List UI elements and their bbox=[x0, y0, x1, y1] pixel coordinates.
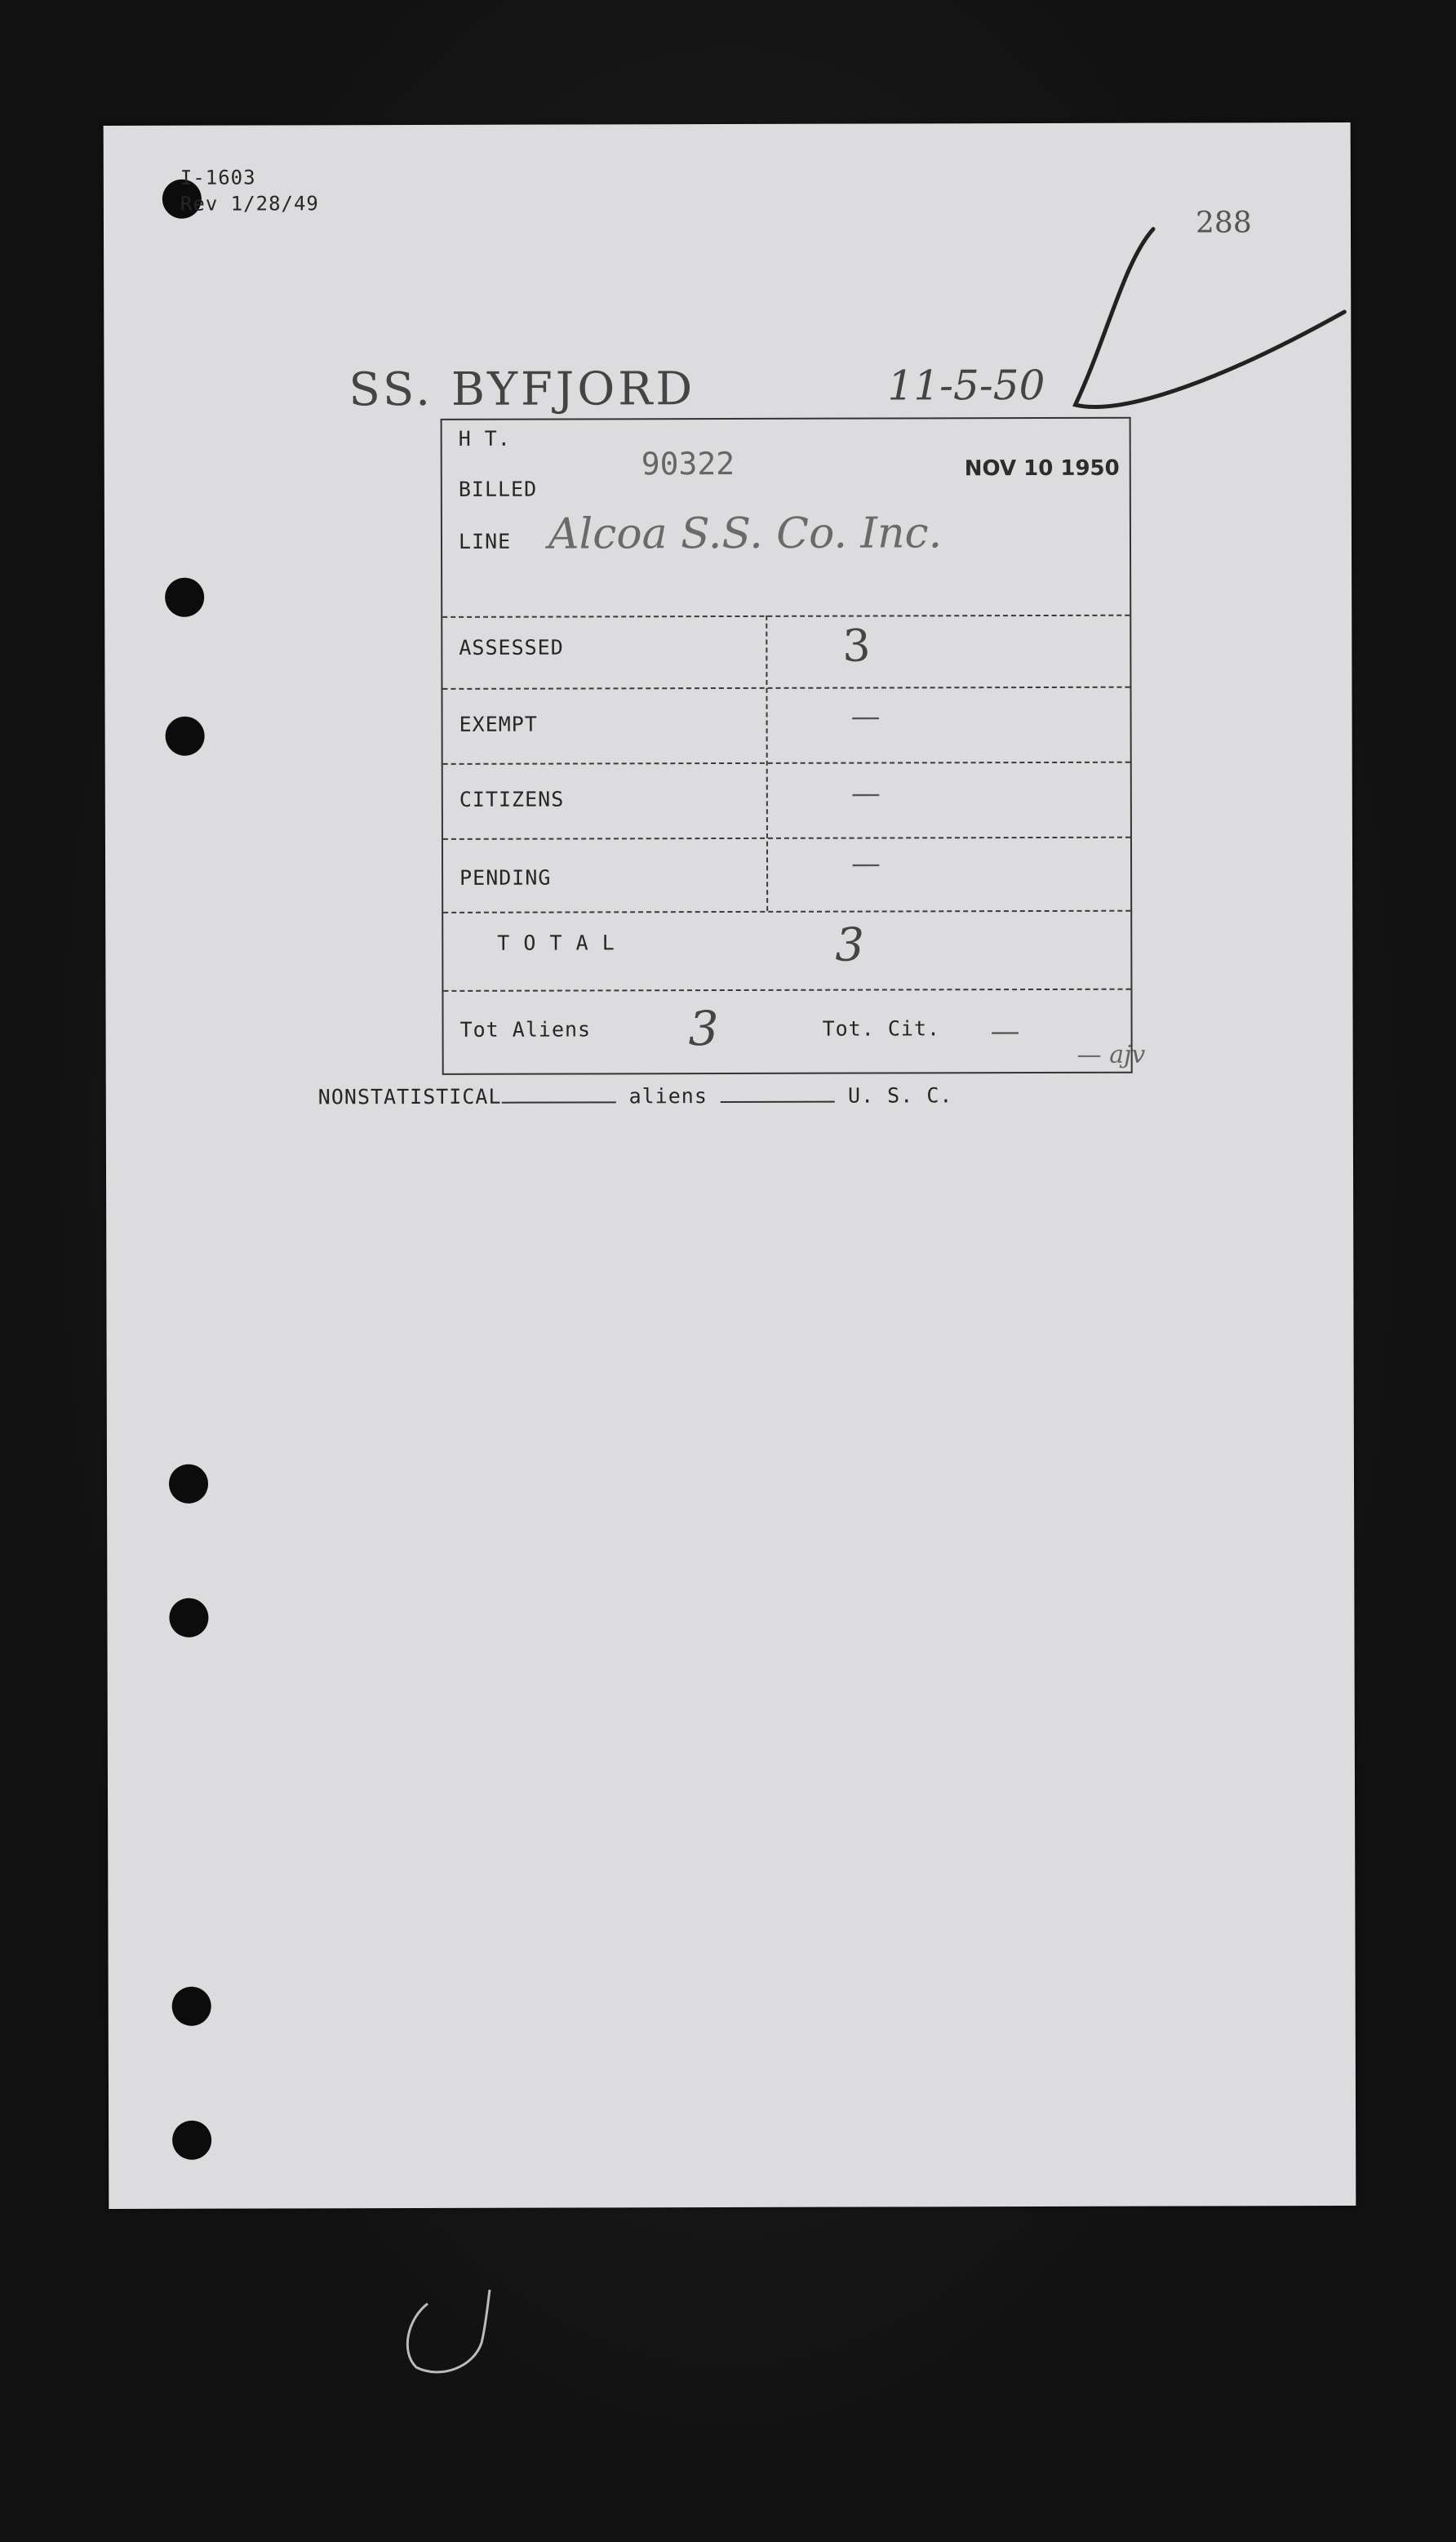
arrival-date: 11-5-50 bbox=[887, 361, 1045, 410]
tot-cit-value: — bbox=[990, 1015, 1020, 1049]
date-stamp: NOV 10 1950 bbox=[964, 456, 1120, 482]
row-label-exempt: EXEMPT bbox=[459, 712, 538, 736]
form-revision: Rev 1/28/49 bbox=[180, 192, 319, 216]
row-value-exempt: — bbox=[850, 700, 881, 734]
line-label: LINE bbox=[458, 529, 512, 553]
form-number: I-1603 bbox=[180, 166, 256, 189]
usc-label: U. S. C. bbox=[847, 1083, 953, 1108]
tot-aliens-label: Tot Aliens bbox=[459, 1017, 592, 1042]
nonstatistical-label: NONSTATISTICAL bbox=[317, 1084, 502, 1109]
row-value-assessed: 3 bbox=[842, 620, 871, 672]
margin-note: — ajv bbox=[1076, 1040, 1146, 1069]
total-value: 3 bbox=[835, 918, 865, 972]
row-label-assessed: ASSESSED bbox=[459, 635, 564, 660]
total-label: T O T A L bbox=[497, 931, 615, 955]
page-number: 288 bbox=[1195, 206, 1252, 240]
row-value-citizens: — bbox=[850, 776, 881, 811]
row-value-pending: — bbox=[850, 847, 881, 881]
billed-label: BILLED bbox=[458, 477, 538, 501]
tot-aliens-value: 3 bbox=[688, 1001, 719, 1057]
ht-label: H T. bbox=[458, 426, 511, 451]
row-label-citizens: CITIZENS bbox=[459, 787, 565, 811]
aliens-label: aliens bbox=[628, 1084, 708, 1109]
tot-cit-label: Tot. Cit. bbox=[822, 1016, 941, 1041]
bill-number: 90322 bbox=[641, 445, 735, 482]
vessel-name: SS. BYFJORD bbox=[348, 362, 696, 417]
row-label-pending: PENDING bbox=[459, 865, 552, 890]
shipping-line: Alcoa S.S. Co. Inc. bbox=[548, 509, 943, 559]
